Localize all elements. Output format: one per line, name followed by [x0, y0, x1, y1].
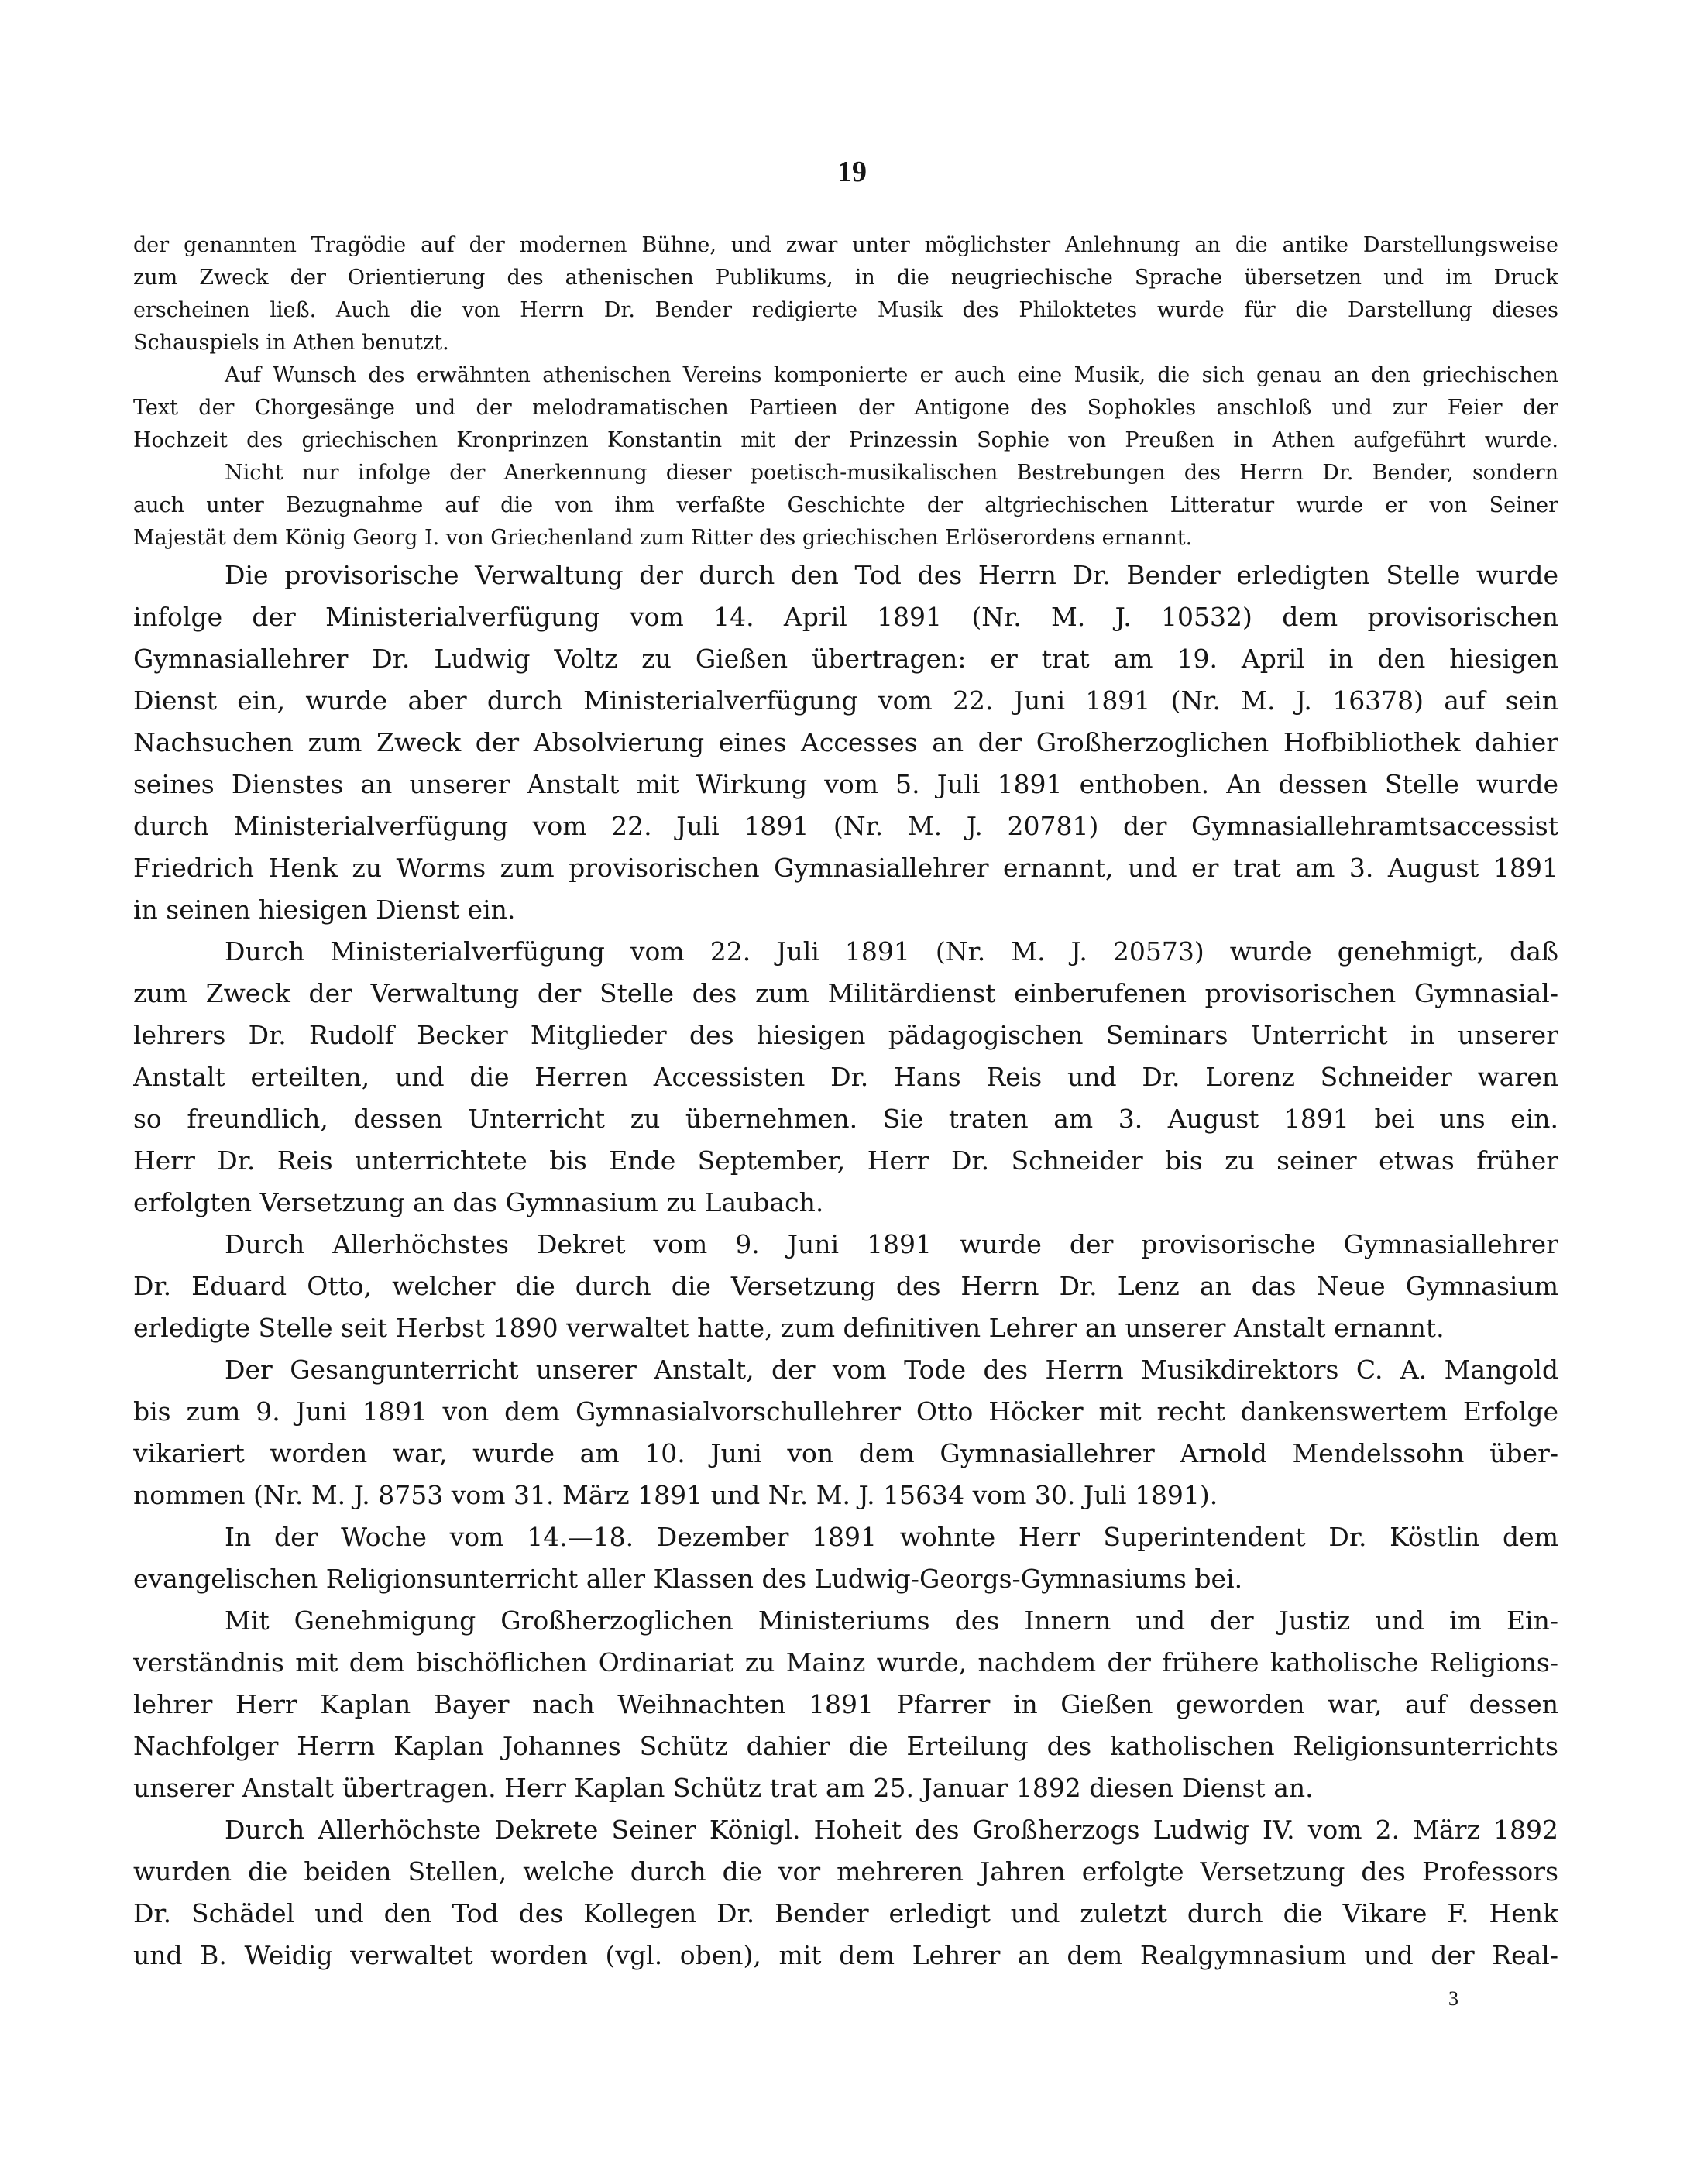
text-line: lehrers Dr. Rudolf Becker Mitglieder des hiesigen pädagogischen Seminars Unterricht in unserer — [133, 1020, 1558, 1050]
text-line: Dienst ein, wurde aber durch Ministerialverfügung vom 22. Juni 1891 (Nr. M. J. 16378) auf sein — [133, 685, 1558, 716]
text-line: erledigte Stelle seit Herbst 1890 verwaltet hatte, zum definitiven Lehrer an unserer Anstalt ernannt. — [133, 1313, 1445, 1343]
text-line: Anstalt erteilten, und die Herren Accessisten Dr. Hans Reis und Dr. Lorenz Schneider waren — [133, 1062, 1558, 1092]
text-line: infolge der Ministerialverfügung vom 14. April 1891 (Nr. M. J. 10532) dem provisorischen — [133, 602, 1558, 632]
text-line: Gymnasiallehrer Dr. Ludwig Voltz zu Gießen übertragen: er trat am 19. April in den hiesigen — [133, 644, 1558, 674]
text-line: In der Woche vom 14.—18. Dezember 1891 wohnte Herr Superintendent Dr. Köstlin dem — [225, 1522, 1558, 1552]
text-line: verständnis mit dem bischöflichen Ordinariat zu Mainz wurde, nachdem der frühere katholische Religions- — [133, 1647, 1558, 1677]
text-line: bis zum 9. Juni 1891 von dem Gymnasialvorschullehrer Otto Höcker mit recht dankenswertem Erfolge — [133, 1396, 1558, 1427]
text-line: vikariert worden war, wurde am 10. Juni von dem Gymnasiallehrer Arnold Mendelssohn über- — [133, 1438, 1558, 1468]
text-line: Durch Allerhöchste Dekrete Seiner Königl. Hoheit des Großherzogs Ludwig IV. vom 2. März 1892 — [225, 1815, 1558, 1845]
text-line: Der Gesangunterricht unserer Anstalt, der vom Tode des Herrn Musikdirektors C. A. Mangold — [225, 1355, 1558, 1385]
text-line: zum Zweck der Orientierung des athenischen Publikums, in die neugriechische Sprache übersetzen und im Druck — [133, 266, 1558, 290]
text-line: Durch Allerhöchstes Dekret vom 9. Juni 1891 wurde der provisorische Gymnasiallehrer — [225, 1229, 1558, 1259]
text-line: so freundlich, dessen Unterricht zu übernehmen. Sie traten am 3. August 1891 bei uns ein. — [133, 1104, 1558, 1134]
text-line: Friedrich Henk zu Worms zum provisorischen Gymnasiallehrer ernannt, und er trat am 3. August 1891 — [133, 853, 1558, 883]
text-line: und B. Weidig verwaltet worden (vgl. oben), mit dem Lehrer an dem Realgymnasium und der Real- — [133, 1940, 1558, 1970]
text-line: der genannten Tragödie auf der modernen Bühne, und zwar unter möglichster Anlehnung an die antike Darstellungsweise — [133, 233, 1558, 257]
text-line: Majestät dem König Georg I. von Griechenland zum Ritter des griechischen Erlöserordens ernannt. — [133, 526, 1193, 550]
text-line: Nachfolger Herrn Kaplan Johannes Schütz dahier die Erteilung des katholischen Religionsunterrichts — [133, 1731, 1558, 1761]
text-line: auch unter Bezugnahme auf die von ihm verfaßte Geschichte der altgriechischen Litteratur wurde er von Seiner — [133, 493, 1558, 517]
text-line: Nicht nur infolge der Anerkennung dieser poetisch-musikalischen Bestrebungen des Herrn Dr. Bender, sondern — [225, 461, 1558, 485]
page-body — [133, 229, 1558, 1976]
text-line: nommen (Nr. M. J. 8753 vom 31. März 1891 und Nr. M. J. 15634 vom 30. Juli 1891). — [133, 1480, 1218, 1510]
text-line: Text der Chorgesänge und der melodramatischen Partieen der Antigone des Sophokles anschloß und zur Feier der — [133, 396, 1558, 420]
text-line: evangelischen Religionsunterricht aller Klassen des Ludwig-Georgs-Gymnasiums bei. — [133, 1564, 1243, 1594]
text-line: Hochzeit des griechischen Kronprinzen Konstantin mit der Prinzessin Sophie von Preußen in Athen aufgeführt wurde. — [133, 428, 1558, 452]
text-line: in seinen hiesigen Dienst ein. — [133, 895, 516, 925]
text-line: Herr Dr. Reis unterrichtete bis Ende September, Herr Dr. Schneider bis zu seiner etwas früher — [133, 1145, 1558, 1176]
text-line: Durch Ministerialverfügung vom 22. Juli 1891 (Nr. M. J. 20573) wurde genehmigt, daß — [225, 936, 1558, 967]
page-number: 19 — [837, 156, 867, 188]
text-line: erscheinen ließ. Auch die von Herrn Dr. Bender redigierte Musik des Philoktetes wurde für die Darstellung dieses — [133, 298, 1558, 322]
text-line: Auf Wunsch des erwähnten athenischen Vereins komponierte er auch eine Musik, die sich genau an den griechischen — [225, 363, 1558, 387]
text-line: Schauspiels in Athen benutzt. — [133, 331, 449, 355]
text-line: Die provisorische Verwaltung der durch den Tod des Herrn Dr. Bender erledigten Stelle wurde — [225, 560, 1558, 590]
signature-mark: 3 — [1448, 1987, 1458, 2010]
text-line: Nachsuchen zum Zweck der Absolvierung eines Accesses an der Großherzoglichen Hofbibliothek dahier — [133, 727, 1558, 757]
text-line: Dr. Schädel und den Tod des Kollegen Dr. Bender erledigt und zuletzt durch die Vikare F. Henk — [133, 1898, 1558, 1928]
text-line: erfolgten Versetzung an das Gymnasium zu Laubach. — [133, 1187, 824, 1217]
text-line: Mit Genehmigung Großherzoglichen Ministeriums des Innern und der Justiz und im Ein- — [225, 1605, 1558, 1636]
text-line: zum Zweck der Verwaltung der Stelle des zum Militärdienst einberufenen provisorischen Gymnasial- — [133, 978, 1558, 1008]
text-line: lehrer Herr Kaplan Bayer nach Weihnachten 1891 Pfarrer in Gießen geworden war, auf dessen — [133, 1689, 1558, 1719]
text-line: wurden die beiden Stellen, welche durch die vor mehreren Jahren erfolgte Versetzung des Professors — [133, 1856, 1558, 1887]
text-line: unserer Anstalt übertragen. Herr Kaplan Schütz trat am 25. Januar 1892 diesen Dienst an. — [133, 1773, 1314, 1803]
text-line: durch Ministerialverfügung vom 22. Juli 1891 (Nr. M. J. 20781) der Gymnasiallehramtsaccessist — [133, 811, 1558, 841]
text-line: seines Dienstes an unserer Anstalt mit Wirkung vom 5. Juli 1891 enthoben. An dessen Stelle wurde — [133, 769, 1558, 799]
text-line: Dr. Eduard Otto, welcher die durch die Versetzung des Herrn Dr. Lenz an das Neue Gymnasium — [133, 1271, 1558, 1301]
